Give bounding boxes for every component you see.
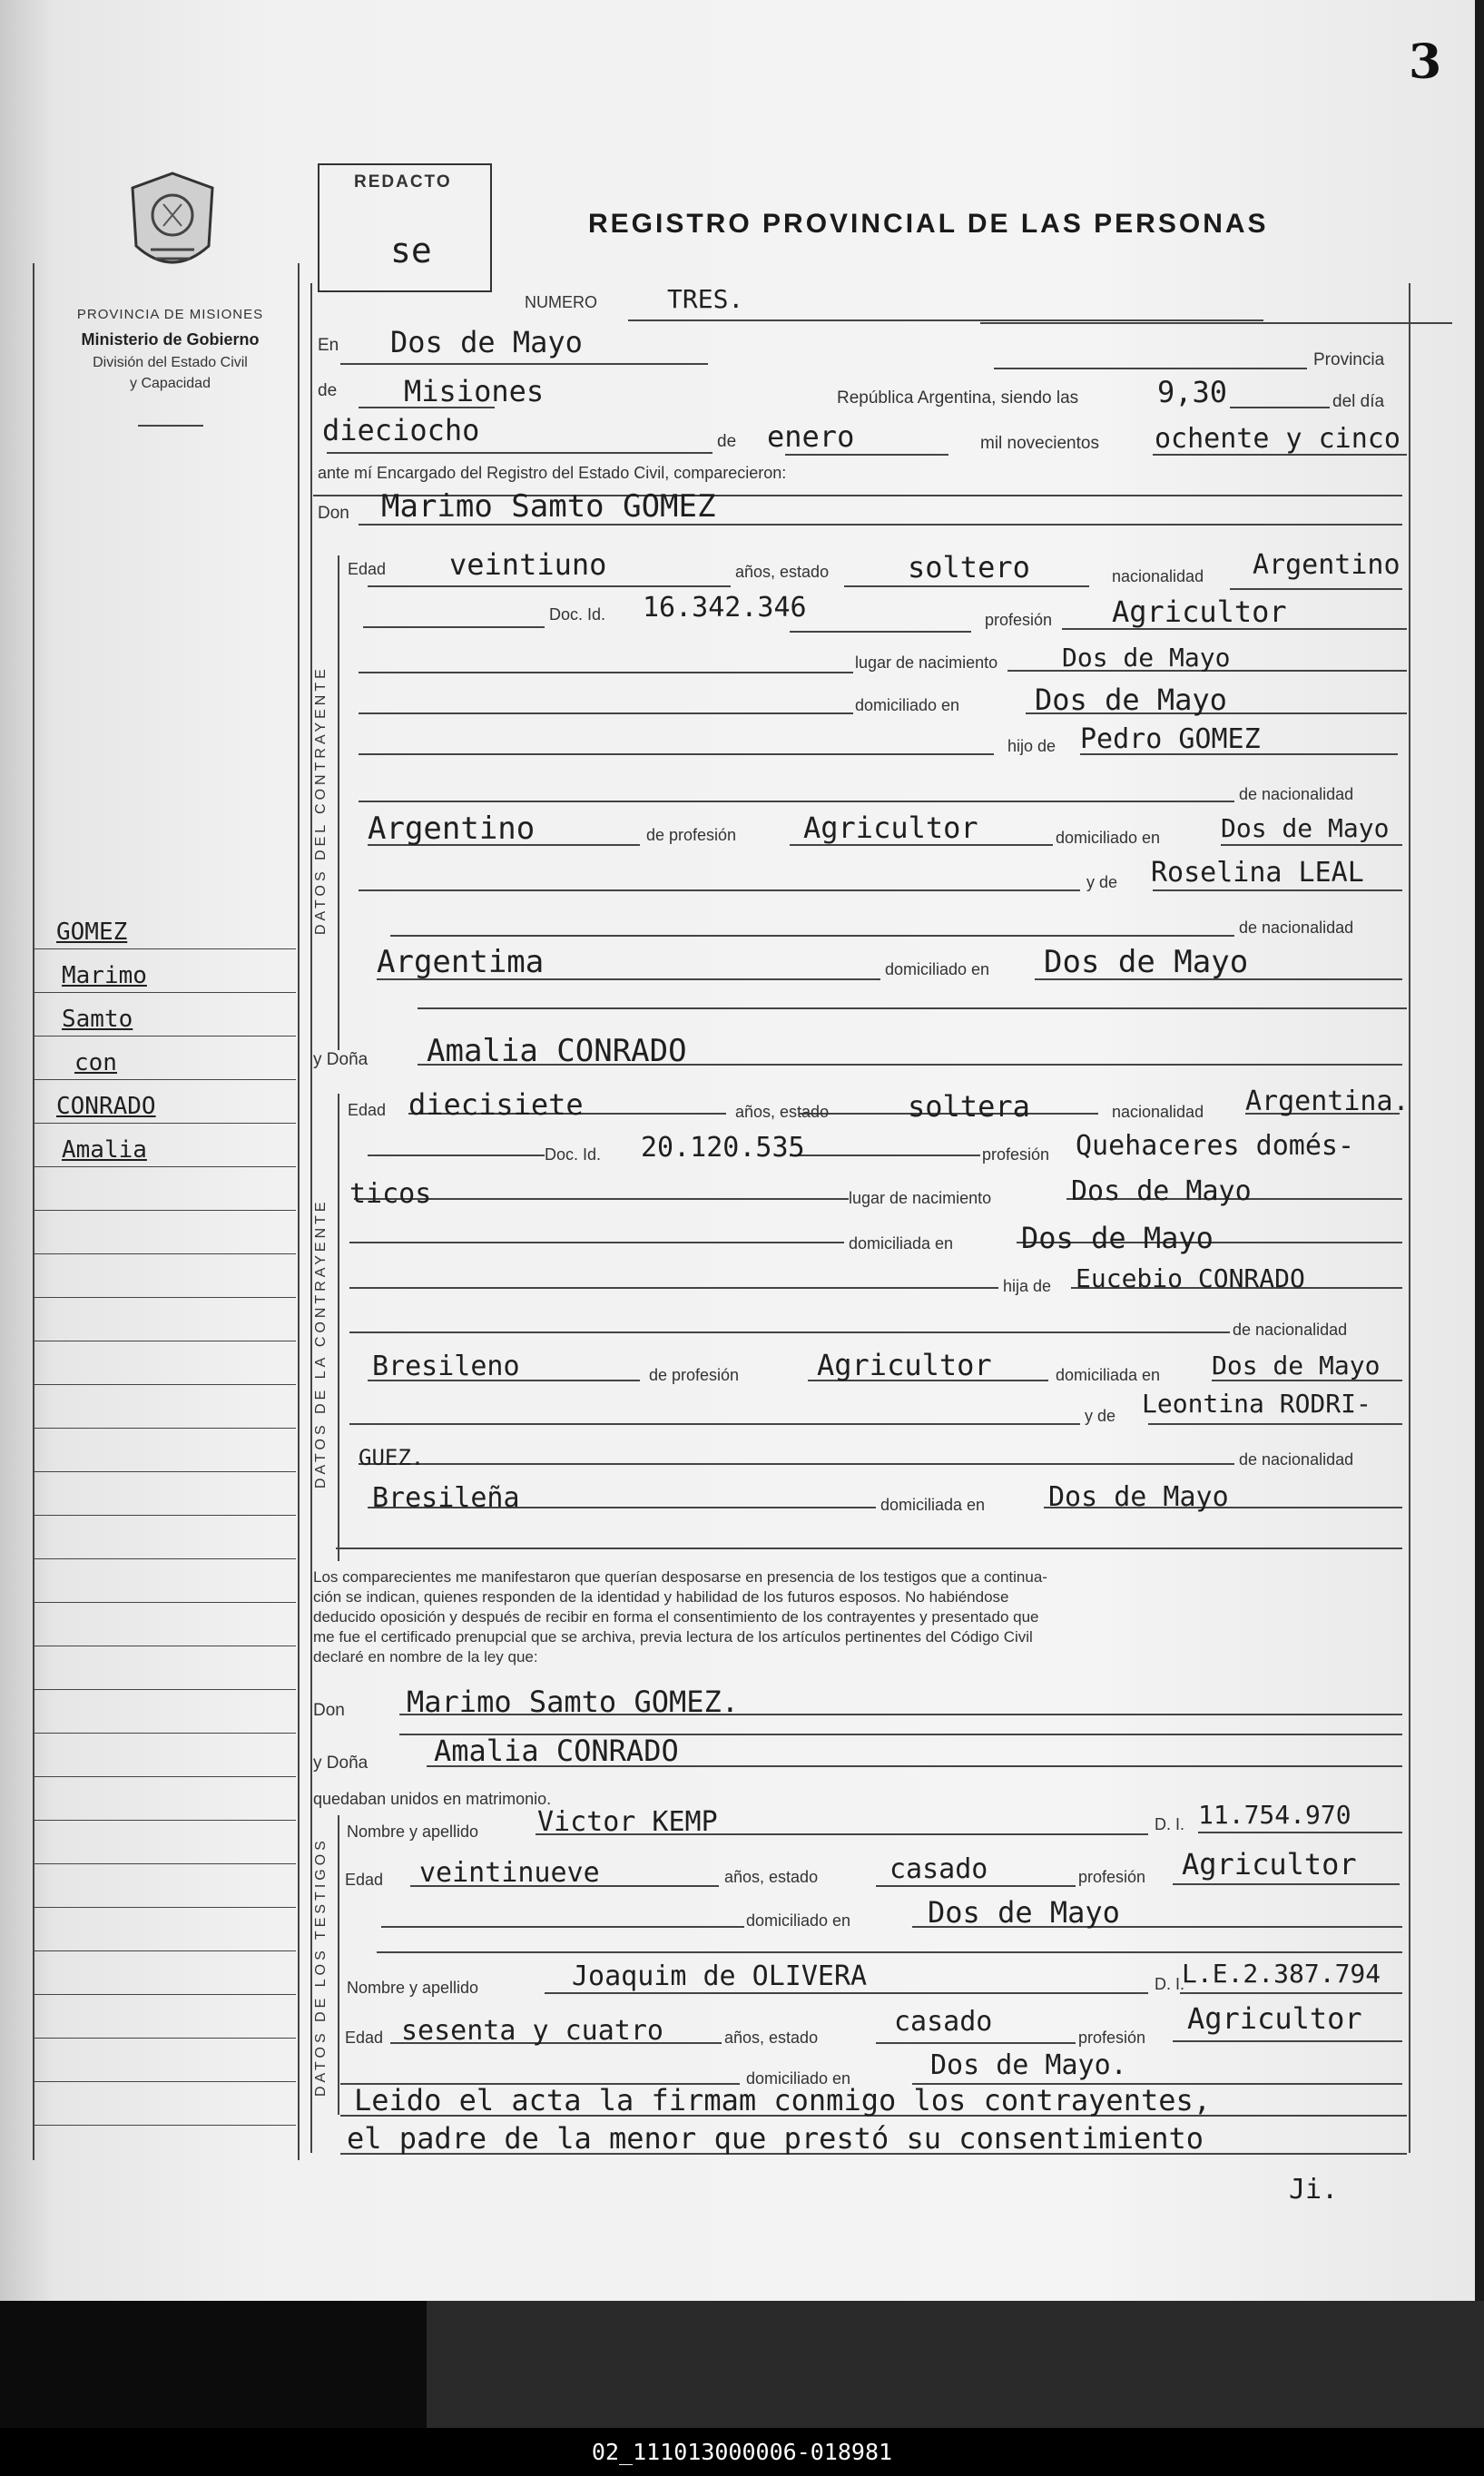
contrayenta-section-label: DATOS DE LA CONTRAYENTE bbox=[313, 1198, 329, 1489]
form-fill-line bbox=[1230, 407, 1330, 408]
groom-y-de-label: y de bbox=[1086, 873, 1118, 891]
month-value: enero bbox=[767, 419, 855, 454]
groom-nac-label: nacionalidad bbox=[1112, 567, 1204, 585]
form-fill-line bbox=[1173, 2040, 1402, 2042]
form-fill-line bbox=[359, 801, 1234, 802]
form-fill-line bbox=[844, 585, 1089, 587]
form-fill-line bbox=[790, 1154, 980, 1156]
closing-line-1: Leido el acta la firmam conmigo los contrayentes, bbox=[354, 2083, 1212, 2117]
province-value: Misiones bbox=[404, 374, 545, 408]
de-label: de bbox=[318, 381, 338, 400]
decl-bride: Amalia CONRADO bbox=[434, 1734, 679, 1768]
groom-lugar: Dos de Mayo bbox=[1062, 643, 1231, 673]
bride-padre-prof: Agricultor bbox=[817, 1348, 992, 1382]
bride-madre-nac: Bresileña bbox=[372, 1482, 520, 1514]
margin-ruled-line bbox=[34, 1471, 296, 1472]
numero-value: TRES. bbox=[667, 284, 744, 314]
bride-doc: 20.120.535 bbox=[641, 1132, 805, 1164]
bride-profesion-1: Quehaceres domés- bbox=[1076, 1130, 1355, 1162]
groom-padre-nac: Argentino bbox=[368, 811, 536, 847]
year-value: ochente y cinco bbox=[1155, 423, 1400, 455]
bride-nacionalidad: Argentina. bbox=[1245, 1086, 1410, 1117]
bride-anos-label: años, estado bbox=[735, 1103, 830, 1121]
groom-profesion: Agricultor bbox=[1112, 594, 1287, 629]
t1-prof-label: profesión bbox=[1078, 1868, 1146, 1886]
statement-paragraph bbox=[313, 1567, 1402, 1667]
division-label-1: División del Estado Civil bbox=[93, 355, 248, 370]
margin-name: con bbox=[74, 1049, 117, 1076]
margin-ruled-line bbox=[34, 1384, 296, 1385]
t1-dom-label: domiciliado en bbox=[746, 1911, 851, 1930]
bride-madre-1: Leontina RODRI- bbox=[1142, 1389, 1371, 1419]
groom-hijo-label: hijo de bbox=[1007, 737, 1056, 755]
form-right-rule bbox=[1409, 283, 1410, 2153]
form-fill-line bbox=[340, 363, 708, 365]
bride-estado: soltera bbox=[908, 1089, 1030, 1124]
en-label: En bbox=[318, 336, 339, 355]
form-fill-line bbox=[1148, 1423, 1402, 1425]
margin-ruled-line bbox=[34, 2081, 296, 2082]
margin-ruled-line bbox=[34, 2125, 296, 2126]
t2-edad: sesenta y cuatro bbox=[401, 2015, 663, 2047]
redacto-stamp-box bbox=[318, 163, 492, 292]
t1-di: 11.754.970 bbox=[1198, 1800, 1351, 1830]
bride-madre-dom: Dos de Mayo bbox=[1048, 1481, 1229, 1513]
margin-ruled-line bbox=[34, 1820, 296, 1821]
republica-label: República Argentina, siendo las bbox=[837, 388, 1079, 408]
margin-ruled-line bbox=[34, 1297, 296, 1298]
groom-name: Marimo Samto GOMEZ bbox=[381, 488, 716, 525]
groom-estado: soltero bbox=[908, 550, 1030, 585]
form-fill-line bbox=[359, 1463, 1234, 1465]
form-fill-line bbox=[418, 1007, 1407, 1009]
margin-ruled-line bbox=[34, 1950, 296, 1951]
numero-label: NUMERO bbox=[525, 293, 597, 311]
t1-nombre: Victor KEMP bbox=[537, 1806, 718, 1838]
scan-bottom-margin bbox=[0, 2301, 1484, 2428]
form-fill-line bbox=[876, 1885, 1076, 1887]
form-fill-line bbox=[368, 585, 731, 587]
hour-value: 9,30 bbox=[1157, 375, 1228, 409]
margin-right-rule bbox=[298, 263, 300, 2160]
t1-edad: veintinueve bbox=[419, 1857, 600, 1889]
t2-nombre: Joaquim de OLIVERA bbox=[572, 1960, 868, 1992]
form-fill-line bbox=[980, 322, 1452, 324]
groom-padre-prof: Agricultor bbox=[803, 811, 978, 845]
groom-madre: Roselina LEAL bbox=[1151, 857, 1364, 889]
bride-de-nac-label-2: de nacionalidad bbox=[1239, 1450, 1354, 1469]
margin-ruled-line bbox=[34, 948, 296, 949]
province-label: PROVINCIA DE MISIONES bbox=[76, 307, 264, 322]
form-fill-line bbox=[790, 631, 971, 633]
bride-lugar-label: lugar de nacimiento bbox=[849, 1189, 992, 1207]
groom-dom-en-label: domiciliado en bbox=[1056, 829, 1161, 847]
bride-padre: Eucebio CONRADO bbox=[1076, 1263, 1305, 1293]
bride-y-de-label: y de bbox=[1085, 1407, 1116, 1425]
page-number: 3 bbox=[1409, 34, 1442, 90]
form-fill-line bbox=[390, 935, 1234, 937]
groom-nacionalidad: Argentino bbox=[1253, 549, 1400, 581]
form-fill-line bbox=[876, 2042, 1076, 2044]
ministry-label: Ministerio de Gobierno bbox=[81, 330, 260, 349]
form-fill-line bbox=[785, 454, 948, 456]
quedaban-label: quedaban unidos en matrimonio. bbox=[313, 1790, 552, 1808]
stamp-label: REDACTO bbox=[354, 172, 452, 192]
t1-nombre-label: Nombre y apellido bbox=[347, 1823, 479, 1841]
margin-ruled-line bbox=[34, 1036, 296, 1037]
groom-de-nac-label: de nacionalidad bbox=[1239, 785, 1354, 803]
margin-name: Amalia bbox=[62, 1136, 147, 1164]
form-fill-line bbox=[545, 1992, 1148, 1994]
margin-ruled-line bbox=[34, 1210, 296, 1211]
division-underline bbox=[138, 425, 203, 427]
contrayenta-bracket bbox=[338, 1094, 339, 1561]
margin-name: Samto bbox=[62, 1006, 133, 1033]
form-fill-line bbox=[349, 1423, 1080, 1425]
margin-ruled-line bbox=[34, 1253, 296, 1254]
bride-hija-label: hija de bbox=[1003, 1277, 1052, 1295]
margin-left-rule bbox=[33, 263, 34, 2160]
file-id-caption: 02_111013000006-018981 bbox=[0, 2428, 1484, 2476]
groom-edad-label: Edad bbox=[348, 560, 387, 578]
margin-ruled-line bbox=[34, 1079, 296, 1080]
bride-dom-en-label-2: domiciliada en bbox=[880, 1496, 986, 1514]
division-label-2: y Capacidad bbox=[130, 376, 211, 391]
margin-ruled-line bbox=[34, 2038, 296, 2039]
groom-doc-label: Doc. Id. bbox=[549, 605, 606, 624]
groom-anos-label: años, estado bbox=[735, 563, 830, 581]
margin-ruled-line bbox=[34, 1123, 296, 1124]
dona-label: y Doña bbox=[313, 1050, 369, 1069]
statement-line: ción se indican, quienes responden de la identidad y habilidad de los futuros esposos. No habiéndose bbox=[313, 1588, 1009, 1606]
form-fill-line bbox=[1221, 844, 1402, 846]
form-fill-line bbox=[359, 712, 853, 714]
bride-nac-label: nacionalidad bbox=[1112, 1103, 1204, 1121]
t2-di-label: D. I. bbox=[1155, 1975, 1185, 1993]
margin-ruled-line bbox=[34, 992, 296, 993]
margin-ruled-line bbox=[34, 1515, 296, 1516]
groom-madre-dom: Dos de Mayo bbox=[1044, 944, 1249, 980]
bride-dom-en-label: domiciliada en bbox=[1056, 1366, 1161, 1384]
form-fill-line bbox=[327, 452, 713, 454]
margin-ruled-line bbox=[34, 1733, 296, 1734]
form-fill-line bbox=[359, 889, 1080, 891]
t2-dom-label: domiciliado en bbox=[746, 2069, 851, 2088]
stamp-mark: se bbox=[390, 231, 432, 270]
t1-di-label: D. I. bbox=[1155, 1815, 1185, 1833]
margin-name: CONRADO bbox=[56, 1093, 156, 1120]
statement-line: me fue el certificado prenupcial que se archiva, previa lectura de los artículos pertinentes del Código Civil bbox=[313, 1628, 1033, 1646]
form-fill-line bbox=[1173, 1883, 1400, 1885]
closing-line-2: el padre de la menor que prestó su consentimiento bbox=[347, 2121, 1204, 2156]
testigos-bracket bbox=[338, 1815, 339, 2115]
contrayente-section-label: DATOS DEL CONTRAYENTE bbox=[313, 665, 329, 935]
bride-lugar: Dos de Mayo bbox=[1071, 1175, 1252, 1207]
margin-ruled-line bbox=[34, 1776, 296, 1777]
form-fill-line bbox=[336, 1548, 1402, 1549]
testigos-section-label: DATOS DE LOS TESTIGOS bbox=[313, 1837, 329, 2097]
groom-de-nac-label-2: de nacionalidad bbox=[1239, 919, 1354, 937]
del-dia-label: del día bbox=[1332, 392, 1385, 411]
t2-nombre-label: Nombre y apellido bbox=[347, 1979, 479, 1997]
margin-ruled-line bbox=[34, 1689, 296, 1690]
page-title: REGISTRO PROVINCIAL DE LAS PERSONAS bbox=[588, 209, 1269, 239]
groom-padre: Pedro GOMEZ bbox=[1080, 723, 1261, 755]
day-value: dieciocho bbox=[322, 413, 480, 447]
t1-anos-label: años, estado bbox=[724, 1868, 819, 1886]
form-fill-line bbox=[994, 368, 1307, 369]
bride-de-prof-label: de profesión bbox=[649, 1366, 740, 1384]
contrayente-bracket bbox=[338, 555, 339, 1050]
form-fill-line bbox=[368, 1154, 545, 1156]
form-fill-line bbox=[377, 1951, 1402, 1953]
t2-domicilio: Dos de Mayo. bbox=[930, 2049, 1127, 2081]
de-label-2: de bbox=[717, 432, 737, 451]
groom-domicilio: Dos de Mayo bbox=[1035, 683, 1227, 717]
bride-dom-label: domiciliada en bbox=[849, 1234, 954, 1253]
don-label: Don bbox=[318, 504, 349, 523]
bride-padre-nac: Bresileno bbox=[372, 1351, 520, 1382]
bride-profesion-2: ticos bbox=[349, 1178, 432, 1210]
margin-ruled-line bbox=[34, 1602, 296, 1603]
closing-mark: Ji. bbox=[1289, 2174, 1339, 2206]
form-fill-line bbox=[381, 1926, 744, 1928]
mil-label: mil novecientos bbox=[980, 434, 1099, 453]
form-left-rule bbox=[310, 283, 312, 2153]
ante-label: ante mí Encargado del Registro del Estado Civil, comparecieron: bbox=[318, 464, 787, 482]
groom-doc: 16.342.346 bbox=[643, 592, 807, 624]
t1-estado: casado bbox=[889, 1853, 988, 1885]
decl-don-label: Don bbox=[313, 1701, 345, 1720]
form-fill-line bbox=[1230, 588, 1402, 590]
form-fill-line bbox=[359, 672, 853, 673]
coat-of-arms-icon bbox=[118, 168, 227, 284]
groom-prof-label: profesión bbox=[985, 611, 1053, 629]
bride-edad: diecisiete bbox=[408, 1087, 584, 1122]
t1-domicilio: Dos de Mayo bbox=[928, 1895, 1120, 1930]
form-fill-line bbox=[1180, 1992, 1402, 1994]
form-fill-line bbox=[363, 626, 545, 628]
margin-ruled-line bbox=[34, 1166, 296, 1167]
margin-ruled-line bbox=[34, 1994, 296, 1995]
page-edge-shadow bbox=[427, 2301, 1484, 2428]
decl-groom: Marimo Samto GOMEZ. bbox=[407, 1685, 740, 1719]
groom-lugar-label: lugar de nacimiento bbox=[855, 653, 998, 672]
statement-line: deducido oposición y después de recibir en forma el consentimiento de los contrayentes y presentado que bbox=[313, 1608, 1039, 1626]
statement-line: declaré en nombre de la ley que: bbox=[313, 1648, 538, 1665]
decl-dona-label: y Doña bbox=[313, 1754, 369, 1773]
groom-edad: veintiuno bbox=[449, 547, 607, 582]
bride-padre-dom: Dos de Mayo bbox=[1212, 1351, 1381, 1380]
margin-ruled-line bbox=[34, 1428, 296, 1429]
groom-padre-dom: Dos de Mayo bbox=[1221, 813, 1390, 843]
margin-name: Marimo bbox=[62, 962, 147, 989]
t2-prof-label: profesión bbox=[1078, 2029, 1146, 2047]
t1-edad-label: Edad bbox=[345, 1871, 384, 1889]
bride-edad-label: Edad bbox=[348, 1101, 387, 1119]
margin-ruled-line bbox=[34, 1863, 296, 1864]
bride-de-nac-label: de nacionalidad bbox=[1233, 1321, 1348, 1339]
margin-ruled-line bbox=[34, 1907, 296, 1908]
t2-anos-label: años, estado bbox=[724, 2029, 819, 2047]
t1-profesion: Agricultor bbox=[1182, 1847, 1357, 1882]
form-fill-line bbox=[1198, 1832, 1402, 1833]
groom-madre-nac: Argentima bbox=[377, 944, 545, 980]
bride-domicilio: Dos de Mayo bbox=[1021, 1221, 1214, 1255]
provincia-label: Provincia bbox=[1313, 350, 1385, 369]
bride-doc-label: Doc. Id. bbox=[545, 1145, 602, 1164]
margin-name: GOMEZ bbox=[56, 919, 128, 946]
t2-di: L.E.2.387.794 bbox=[1182, 1959, 1381, 1989]
groom-dom-label: domiciliado en bbox=[855, 696, 960, 714]
bride-madre-2: GUEZ. bbox=[359, 1445, 425, 1470]
margin-ruled-line bbox=[34, 1558, 296, 1559]
form-fill-line bbox=[359, 753, 994, 755]
groom-de-prof-label: de profesión bbox=[646, 826, 737, 844]
form-fill-line bbox=[1153, 889, 1402, 891]
form-fill-line bbox=[349, 1331, 1230, 1333]
statement-line: Los comparecientes me manifestaron que querían desposarse en presencia de los testigos que a continua- bbox=[313, 1568, 1047, 1586]
bride-prof-label: profesión bbox=[982, 1145, 1050, 1164]
bride-name: Amalia CONRADO bbox=[427, 1033, 687, 1069]
t2-estado: casado bbox=[894, 2006, 993, 2038]
form-fill-line bbox=[349, 1287, 998, 1289]
place-value: Dos de Mayo bbox=[390, 325, 583, 359]
form-fill-line bbox=[349, 1242, 844, 1243]
t2-edad-label: Edad bbox=[345, 2029, 384, 2047]
groom-dom-en-label-2: domiciliado en bbox=[885, 960, 990, 978]
form-fill-line bbox=[628, 319, 1263, 321]
t2-profesion: Agricultor bbox=[1187, 2001, 1362, 2036]
